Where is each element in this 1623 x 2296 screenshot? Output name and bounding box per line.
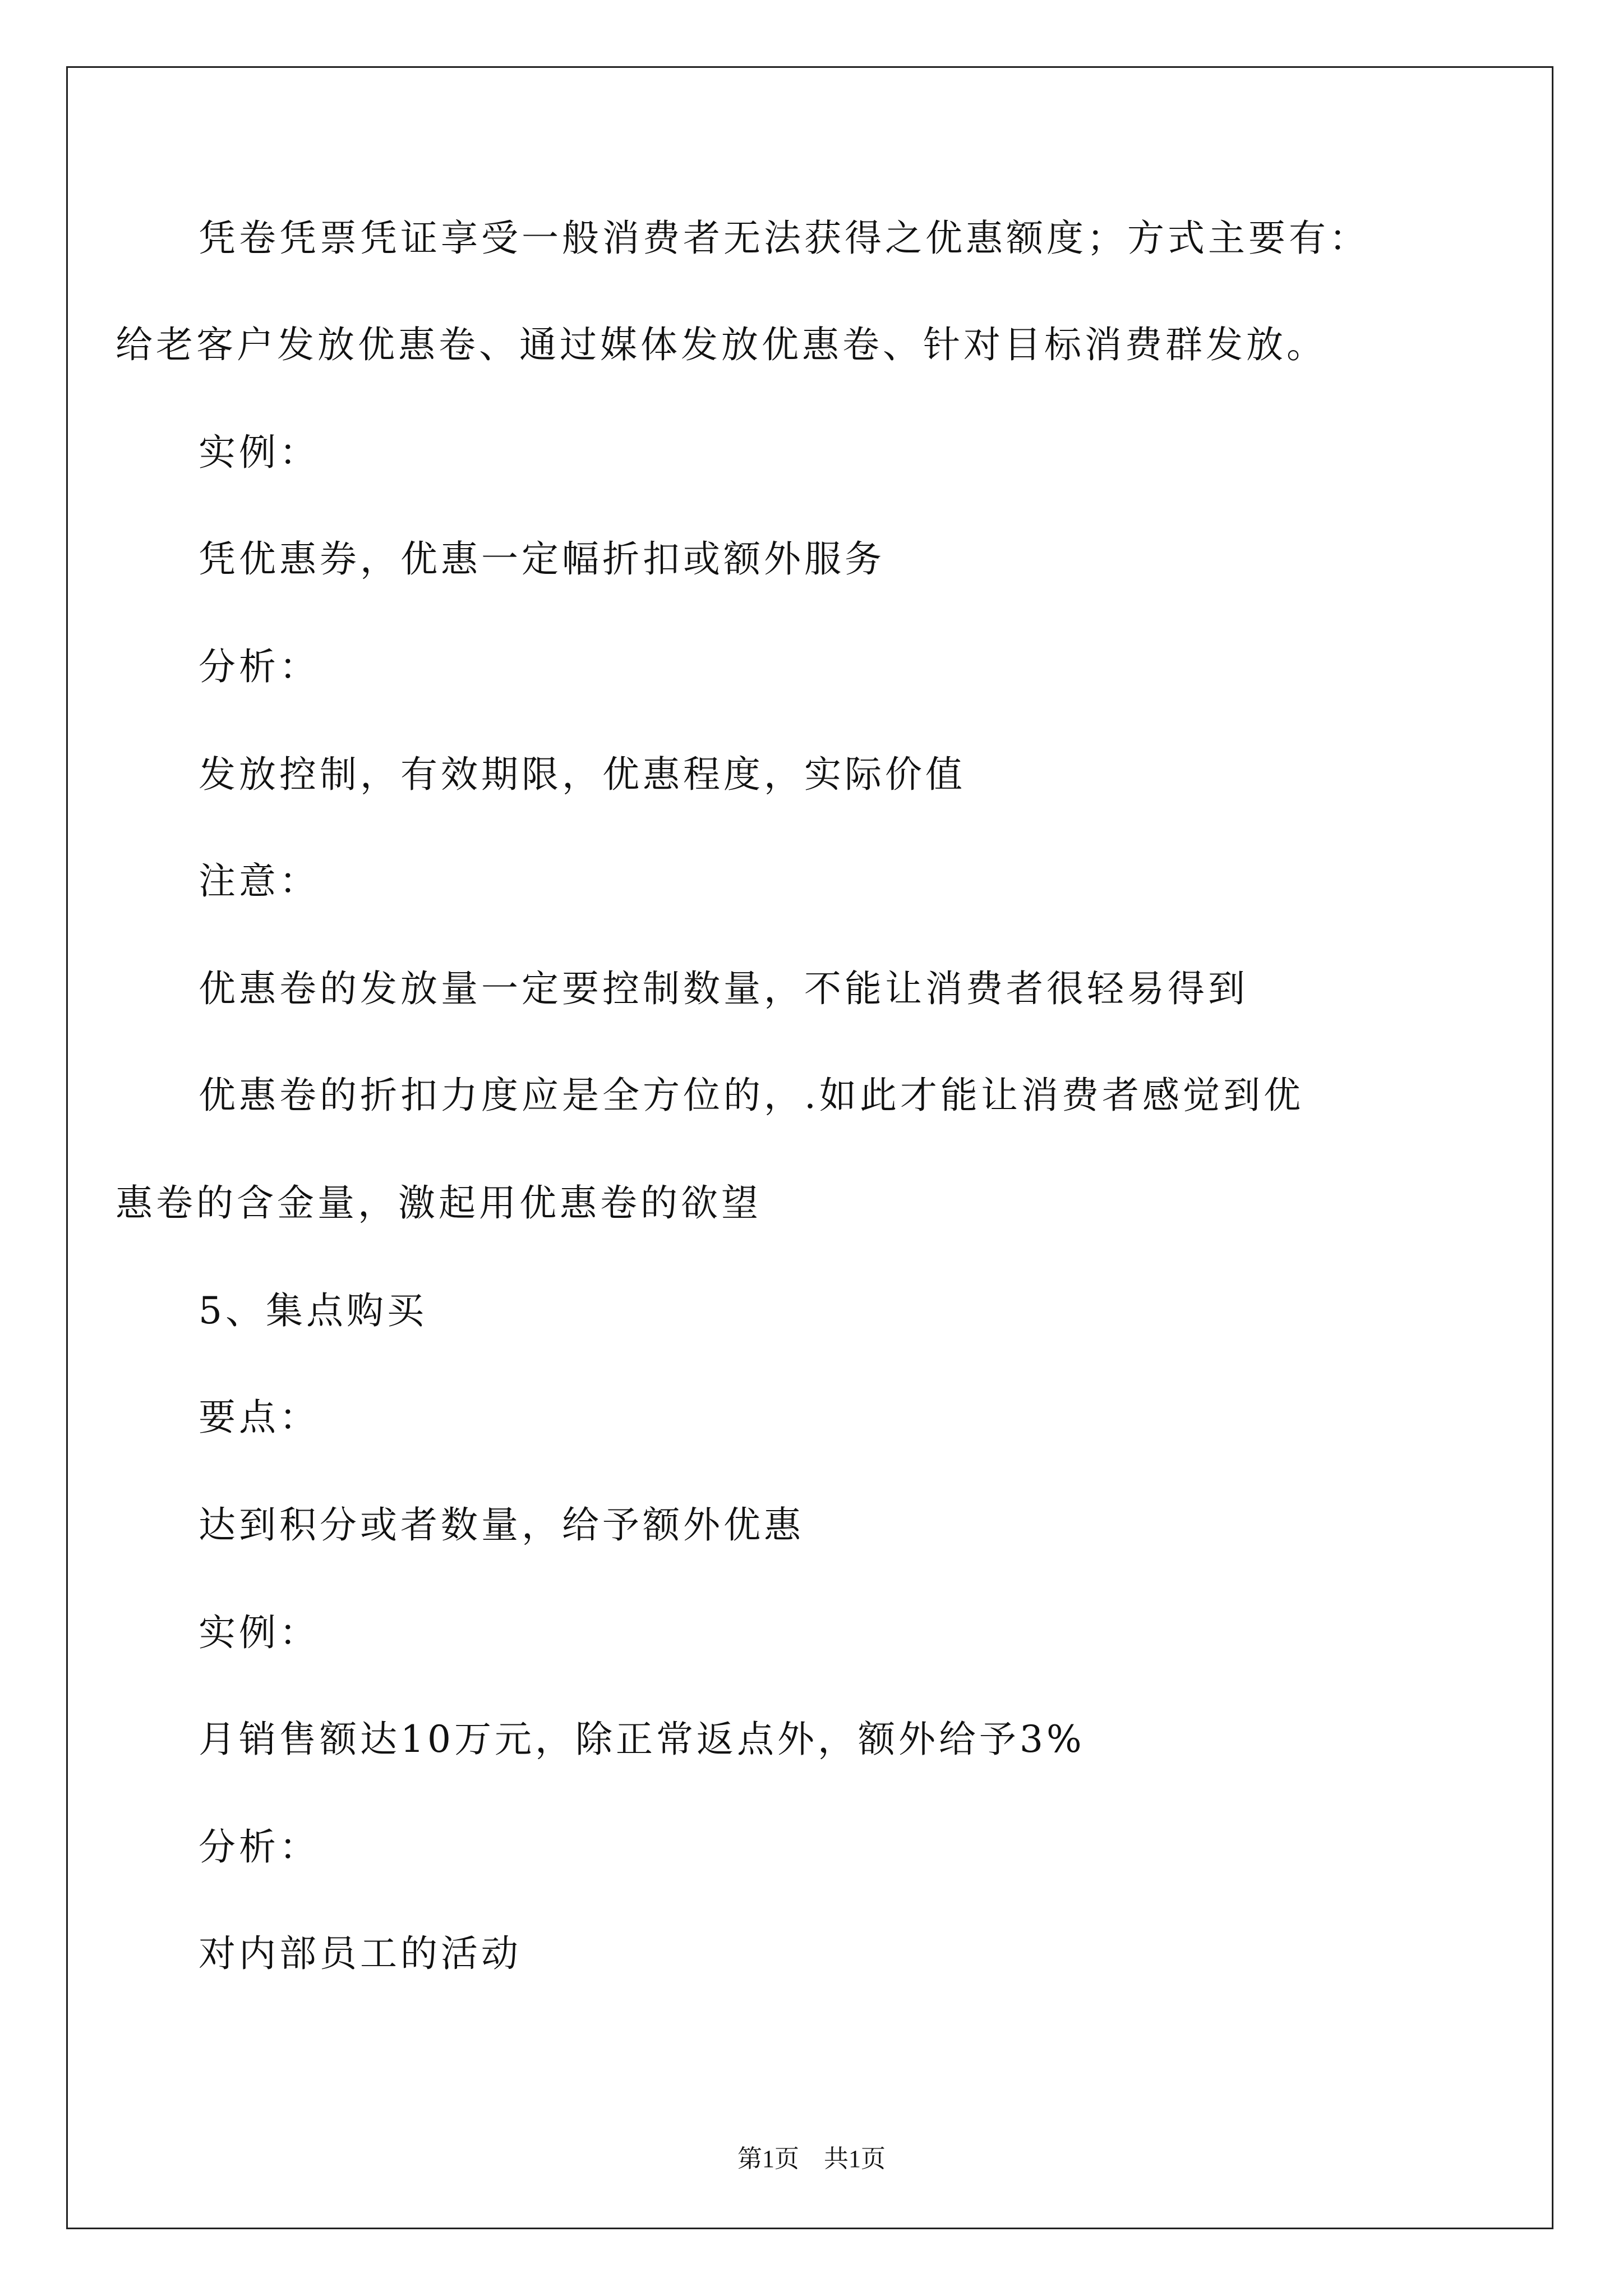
paragraph: 分析： xyxy=(199,645,320,688)
paragraph: 月销售额达10万元，除正常返点外，额外给予3% xyxy=(199,1718,1085,1761)
paragraph: 注意： xyxy=(199,859,320,903)
page-border xyxy=(66,66,1553,2229)
paragraph: 分析： xyxy=(199,1825,320,1869)
paragraph: 达到积分或者数量，给予额外优惠 xyxy=(199,1503,804,1547)
paragraph: 给老客户发放优惠卷、通过媒体发放优惠卷、针对目标消费群发放。 xyxy=(116,323,1327,366)
paragraph: 实例： xyxy=(199,431,320,474)
paragraph: 惠卷的含金量，激起用优惠卷的欲望 xyxy=(116,1181,762,1225)
paragraph: 凭卷凭票凭证享受一般消费者无法获得之优惠额度；方式主要有： xyxy=(199,217,1370,260)
paragraph: 要点： xyxy=(199,1396,320,1439)
paragraph: 优惠卷的发放量一定要控制数量，不能让消费者很轻易得到 xyxy=(199,967,1248,1010)
paragraph: 发放控制，有效期限，优惠程度，实际价值 xyxy=(199,753,966,796)
paragraph: 优惠卷的折扣力度应是全方位的，.如此才能让消费者感觉到优 xyxy=(199,1074,1304,1117)
paragraph: 实例： xyxy=(199,1611,320,1654)
paragraph: 凭优惠券，优惠一定幅折扣或额外服务 xyxy=(199,537,885,581)
paragraph: 对内部员工的活动 xyxy=(199,1932,522,1975)
page-footer: 第1页 共1页 xyxy=(737,2145,886,2173)
section-heading: 5、集点购买 xyxy=(199,1289,427,1332)
